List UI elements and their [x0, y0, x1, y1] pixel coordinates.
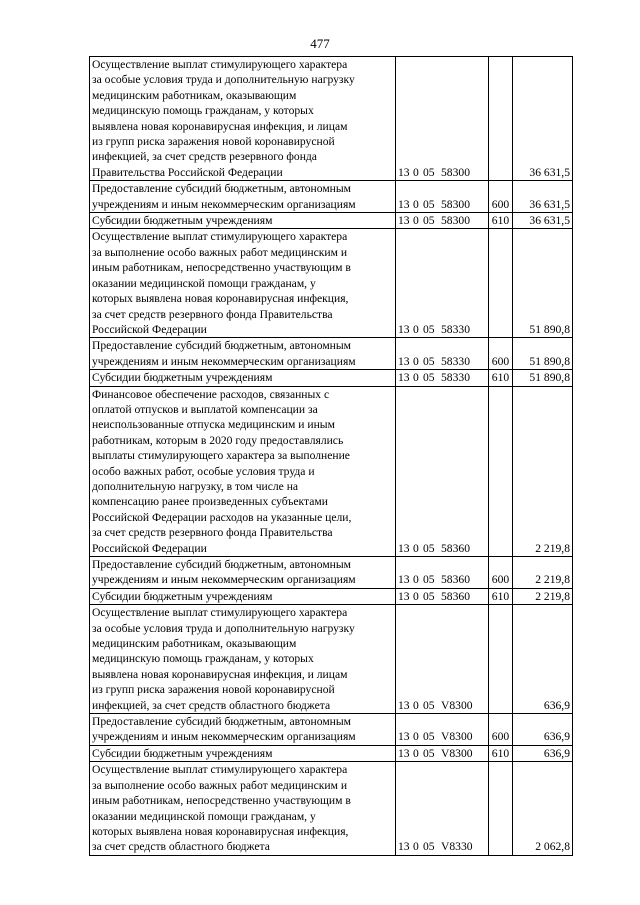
target-article-code-cell: [396, 338, 489, 370]
code-part-c2: 0: [413, 197, 419, 211]
expense-name-line: инфекцией, за счет средств областного бюджета: [92, 698, 331, 712]
amount-cell: 36 631,5: [513, 57, 573, 181]
expense-name-line: за выполнение особо важных работ медицинским и: [92, 778, 348, 792]
table-row: [90, 181, 573, 213]
expense-name-line: за счет средств резервного фонда Правительства: [92, 526, 333, 540]
expense-name-line: за особые условия труда и дополнительную нагрузку: [92, 73, 355, 87]
code-part-c2: 0: [413, 371, 419, 385]
expense-name-line: Осуществление выплат стимулирующего характера: [92, 230, 348, 244]
expense-name-line: работникам, которым в 2020 году предоставлялись: [92, 433, 344, 447]
code-part-c3: 05: [423, 730, 435, 744]
expense-name-cell: [90, 557, 396, 589]
expense-type-cell: 600: [489, 338, 513, 370]
expense-name-cell: [90, 57, 396, 181]
table-row: [90, 57, 573, 181]
code-part-c3: 05: [423, 214, 435, 228]
code-part-c3: 05: [423, 165, 435, 179]
expense-name-line: Российской Федерации: [92, 322, 207, 336]
code-part-c3: 05: [423, 541, 435, 555]
code-part-c4: 58360: [441, 573, 470, 587]
target-article-code-cell: [396, 588, 489, 604]
amount-cell: 51 890,8: [513, 338, 573, 370]
code-part-c1: 13: [398, 322, 410, 336]
target-article-code-cell: [396, 57, 489, 181]
expense-type-cell: 610: [489, 745, 513, 761]
target-article-code-cell: [396, 557, 489, 589]
expense-name-line: Осуществление выплат стимулирующего характера: [92, 763, 348, 777]
code-part-c3: 05: [423, 371, 435, 385]
amount-cell: 636,9: [513, 714, 573, 746]
expense-name-line: учреждениям и иным некоммерческим организациям: [92, 354, 356, 368]
table-row: [90, 714, 573, 746]
expense-name-line: выявлена новая коронавирусная инфекция, и лицам: [92, 119, 348, 133]
code-part-c2: 0: [413, 573, 419, 587]
expense-name-line: Предоставление субсидий бюджетным, автономным: [92, 558, 352, 571]
expense-name-line: медицинскую помощь гражданам, у которых: [92, 652, 314, 666]
expense-name-line: из групп риска заражения новой коронавирусной: [92, 135, 335, 149]
target-article-code-cell: [396, 762, 489, 855]
expense-name-line: Осуществление выплат стимулирующего характера: [92, 606, 348, 620]
table-row: [90, 605, 573, 714]
target-article-code-cell: [396, 213, 489, 229]
target-article-code-cell: [396, 605, 489, 714]
code-part-c4: 58360: [441, 541, 470, 555]
expense-name-line: медицинскую помощь гражданам, у которых: [92, 104, 314, 118]
target-article-code-cell: [396, 386, 489, 556]
expense-name-cell: [90, 386, 396, 556]
expense-name-line: Российской Федерации расходов на указанные цели,: [92, 510, 352, 524]
code-part-c2: 0: [413, 322, 419, 336]
table-row: [90, 588, 573, 604]
expense-name-line: Правительства Российской Федерации: [92, 165, 283, 179]
code-part-c3: 05: [423, 354, 435, 368]
table-row: [90, 557, 573, 589]
table-row: [90, 370, 573, 386]
code-part-c1: 13: [398, 573, 410, 587]
expense-name-line: Предоставление субсидий бюджетным, автономным: [92, 182, 352, 196]
budget-table: [89, 56, 573, 856]
target-article-code-cell: [396, 714, 489, 746]
code-part-c4: V8300: [441, 746, 473, 760]
expense-name-line: Субсидии бюджетным учреждениям: [92, 589, 273, 603]
expense-name-line: которых выявлена новая коронавирусная инфекция,: [92, 292, 349, 306]
expense-name-cell: [90, 745, 396, 761]
expense-name-line: оплатой отпусков и выплатой компенсации за: [92, 402, 318, 416]
expense-type-cell: 600: [489, 181, 513, 213]
expense-name-cell: [90, 229, 396, 338]
expense-name-line: учреждениям и иным некоммерческим организациям: [92, 197, 356, 211]
code-part-c3: 05: [423, 746, 435, 760]
amount-cell: 51 890,8: [513, 229, 573, 338]
code-part-c1: 13: [398, 730, 410, 744]
code-part-c3: 05: [423, 840, 435, 854]
code-part-c2: 0: [413, 541, 419, 555]
target-article-code-cell: [396, 745, 489, 761]
expense-name-cell: [90, 605, 396, 714]
expense-type-cell: [489, 386, 513, 556]
code-part-c4: 58330: [441, 371, 470, 385]
code-part-c1: 13: [398, 840, 410, 854]
expense-name-line: медицинским работникам, оказывающим: [92, 637, 297, 651]
code-part-c4: 58330: [441, 322, 470, 336]
expense-name-line: неиспользованные отпуска медицинским и иным: [92, 418, 335, 432]
table-row: [90, 213, 573, 229]
amount-cell: 636,9: [513, 745, 573, 761]
expense-name-line: выявлена новая коронавирусная инфекция, и лицам: [92, 667, 348, 681]
code-part-c3: 05: [423, 573, 435, 587]
amount-cell: 2 219,8: [513, 386, 573, 556]
expense-type-cell: 610: [489, 370, 513, 386]
expense-name-line: Предоставление субсидий бюджетным, автономным: [92, 715, 352, 729]
code-part-c2: 0: [413, 589, 419, 603]
expense-type-cell: 610: [489, 588, 513, 604]
expense-name-line: компенсацию ранее произведенных субъектами: [92, 495, 328, 509]
expense-name-line: учреждениям и иным некоммерческим организациям: [92, 573, 356, 587]
code-part-c4: 58360: [441, 589, 470, 603]
code-part-c1: 13: [398, 197, 410, 211]
code-part-c1: 13: [398, 589, 410, 603]
table-row: [90, 762, 573, 855]
code-part-c4: 58300: [441, 165, 470, 179]
expense-name-line: Осуществление выплат стимулирующего характера: [92, 58, 348, 71]
table-row: [90, 745, 573, 761]
code-part-c2: 0: [413, 165, 419, 179]
expense-type-cell: 600: [489, 557, 513, 589]
expense-name-line: учреждениям и иным некоммерческим организациям: [92, 730, 356, 744]
expense-name-line: за счет средств резервного фонда Правительства: [92, 307, 333, 321]
code-part-c4: 58300: [441, 214, 470, 228]
page-number: 477: [310, 36, 330, 51]
expense-name-cell: [90, 181, 396, 213]
expense-name-cell: [90, 338, 396, 370]
code-part-c1: 13: [398, 165, 410, 179]
amount-cell: 2 219,8: [513, 588, 573, 604]
code-part-c2: 0: [413, 698, 419, 712]
code-part-c2: 0: [413, 746, 419, 760]
code-part-c1: 13: [398, 214, 410, 228]
amount-cell: 2 219,8: [513, 557, 573, 589]
code-part-c4: V8300: [441, 730, 473, 744]
code-part-c1: 13: [398, 746, 410, 760]
amount-cell: 36 631,5: [513, 181, 573, 213]
code-part-c1: 13: [398, 541, 410, 555]
expense-name-cell: [90, 370, 396, 386]
code-part-c4: V8300: [441, 698, 473, 712]
code-part-c2: 0: [413, 730, 419, 744]
expense-name-line: Субсидии бюджетным учреждениям: [92, 214, 273, 228]
code-part-c2: 0: [413, 354, 419, 368]
expense-name-line: оказании медицинской помощи гражданам, у: [92, 276, 316, 290]
expense-type-cell: [489, 229, 513, 338]
target-article-code-cell: [396, 370, 489, 386]
code-part-c2: 0: [413, 214, 419, 228]
expense-name-cell: [90, 762, 396, 855]
code-part-c1: 13: [398, 354, 410, 368]
expense-name-cell: [90, 588, 396, 604]
expense-type-cell: [489, 605, 513, 714]
expense-name-line: иным работникам, непосредственно участвующим в: [92, 794, 351, 808]
expense-name-line: Российской Федерации: [92, 541, 207, 555]
expense-name-line: медицинским работникам, оказывающим: [92, 88, 297, 102]
expense-name-line: иным работникам, непосредственно участвующим в: [92, 261, 351, 275]
table-row: [90, 338, 573, 370]
amount-cell: 36 631,5: [513, 213, 573, 229]
code-part-c3: 05: [423, 322, 435, 336]
expense-name-line: Предоставление субсидий бюджетным, автономным: [92, 339, 352, 353]
expense-name-line: за счет средств областного бюджета: [92, 840, 270, 854]
target-article-code-cell: [396, 229, 489, 338]
expense-name-line: особо важных работ, особые условия труда и: [92, 464, 315, 478]
expense-type-cell: 610: [489, 213, 513, 229]
expense-name-line: Финансовое обеспечение расходов, связанных с: [92, 387, 330, 401]
expense-name-line: Субсидии бюджетным учреждениям: [92, 371, 273, 385]
table-row: [90, 229, 573, 338]
expense-name-line: которых выявлена новая коронавирусная инфекция,: [92, 824, 349, 838]
expense-name-line: за особые условия труда и дополнительную нагрузку: [92, 621, 355, 635]
budget-table-body: [90, 57, 573, 856]
amount-cell: 2 062,8: [513, 762, 573, 855]
code-part-c3: 05: [423, 197, 435, 211]
code-part-c4: V8330: [441, 840, 473, 854]
expense-name-cell: [90, 213, 396, 229]
expense-name-line: оказании медицинской помощи гражданам, у: [92, 809, 316, 823]
code-part-c4: 58330: [441, 354, 470, 368]
expense-name-cell: [90, 714, 396, 746]
expense-name-line: выплаты стимулирующего характера за выполнение: [92, 449, 350, 463]
code-part-c1: 13: [398, 371, 410, 385]
amount-cell: 51 890,8: [513, 370, 573, 386]
table-row: [90, 386, 573, 556]
expense-name-line: дополнительную нагрузку, в том числе на: [92, 479, 299, 493]
expense-type-cell: 600: [489, 714, 513, 746]
expense-type-cell: [489, 57, 513, 181]
expense-name-line: Субсидии бюджетным учреждениям: [92, 746, 273, 760]
expense-name-line: инфекцией, за счет средств резервного фонда: [92, 150, 317, 164]
code-part-c4: 58300: [441, 197, 470, 211]
code-part-c3: 05: [423, 589, 435, 603]
expense-type-cell: [489, 762, 513, 855]
amount-cell: 636,9: [513, 605, 573, 714]
expense-name-line: за выполнение особо важных работ медицинским и: [92, 245, 348, 259]
expense-name-line: из групп риска заражения новой коронавирусной: [92, 683, 335, 697]
code-part-c2: 0: [413, 840, 419, 854]
code-part-c3: 05: [423, 698, 435, 712]
code-part-c1: 13: [398, 698, 410, 712]
target-article-code-cell: [396, 181, 489, 213]
